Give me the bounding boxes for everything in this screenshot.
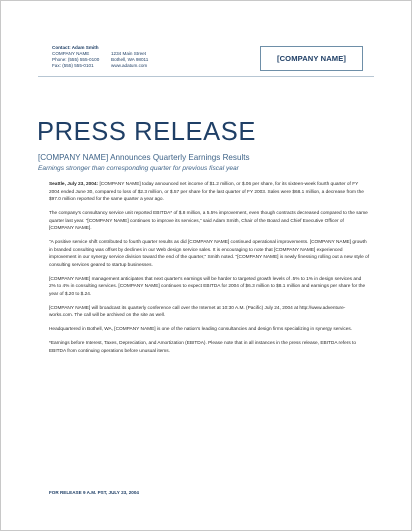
paragraph-text: "A positive service shift contributed to fourth quarter results as did [COMPANY NAME] continued operational improvements. [COMPANY NAME] growth in branded consulting was offset by declines in our Web design service sales. It is encouraging to note that [COMPANY NAME] experienced improvement in our synergy service division toward the end of the quarter," Smith noted. "[COMPANY NAME] is newly finessing rolling out a new style of consulting services geared to startup businesses. bbox=[49, 240, 370, 268]
paragraph bbox=[49, 340, 369, 355]
address-city: Bothell, WA 98011 bbox=[111, 57, 149, 62]
company-logo-text: [COMPANY NAME] bbox=[276, 54, 347, 63]
address-block bbox=[111, 51, 148, 69]
paragraph-text: [COMPANY NAME] will broadcast its quarterly conference call over the Internet at 10:30 A.M. (Pacific) July 24, 2004 at http://www.adventure-works.com. The call will be archived on the site as well. bbox=[49, 305, 346, 318]
body-text bbox=[49, 181, 369, 362]
paragraph bbox=[49, 326, 369, 334]
paragraph-text: *Earnings before Interest, Taxes, Depreciation, and Amortization (EBITDA). Please note that in all instances in the press release, EBITDA refers to EBITDA from continuing operations before unusual items. bbox=[49, 341, 356, 354]
paragraph bbox=[49, 305, 369, 320]
contact-block bbox=[52, 45, 99, 69]
contact-phone: Phone: (555) 555-0100 bbox=[52, 57, 100, 62]
subheadline: Earnings stronger than corresponding quarter for previous fiscal year bbox=[38, 165, 239, 172]
paragraph bbox=[49, 276, 369, 299]
contact-name: Contact: Adam Smith bbox=[52, 45, 99, 50]
paragraph bbox=[49, 181, 369, 204]
company-logo-placeholder bbox=[260, 46, 363, 71]
dateline: Seattle, July 23, 2004: bbox=[49, 182, 99, 187]
paragraph-text: [COMPANY NAME] management anticipates that next quarter's earnings will be harder to targeted growth levels of .5% to 1% in design services and 2% to 4% in consulting services. [COMPANY NAME] continues to expect EBITDA for 2004 of $6.3 million to $8.1 million and earnings per share for the year of $.20 to $.24. bbox=[49, 276, 366, 297]
paragraph bbox=[49, 210, 369, 233]
page-title: PRESS RELEASE bbox=[37, 118, 256, 146]
paragraph-text: [COMPANY NAME] today announced net income of $1.2 million, or $.06 per share, for its sixteen-week fourth quarter of FY 2004 ended June 30, compared to loss of $2.3 million, or $.57 per share for the last quarter of FY 2003. Sales were $68.1 million, a decrease from the $97.0 million reported for the same quarter a year ago. bbox=[49, 182, 364, 202]
address-street: 1234 Main Street bbox=[111, 51, 146, 56]
contact-company: COMPANY NAME bbox=[52, 51, 90, 56]
paragraph bbox=[49, 239, 369, 269]
headline: [COMPANY NAME] Announces Quarterly Earnings Results bbox=[38, 153, 250, 162]
contact-fax: Fax: (555) 555-0101 bbox=[52, 63, 94, 68]
paragraph-text: The company's consultancy service unit reported EBITDA* of $.8 million, a 5.5% improvement, even though contracts decreased compared to the same quarter last year. "[COMPANY NAME] continues to improve its services," said Adam Smith, Chair of the Board and Chief Executive Officer of [COMPANY NAME]. bbox=[49, 211, 368, 231]
header-divider bbox=[38, 76, 374, 77]
release-note: FOR RELEASE 9 A.M. PST, JULY 23, 2004 bbox=[49, 490, 139, 495]
paragraph-text: Headquartered in Bothell, WA, [COMPANY NAME] is one of the nation's leading consultancies and design firms specializing in synergy services. bbox=[49, 327, 353, 332]
address-website: www.adatum.com bbox=[111, 63, 148, 68]
